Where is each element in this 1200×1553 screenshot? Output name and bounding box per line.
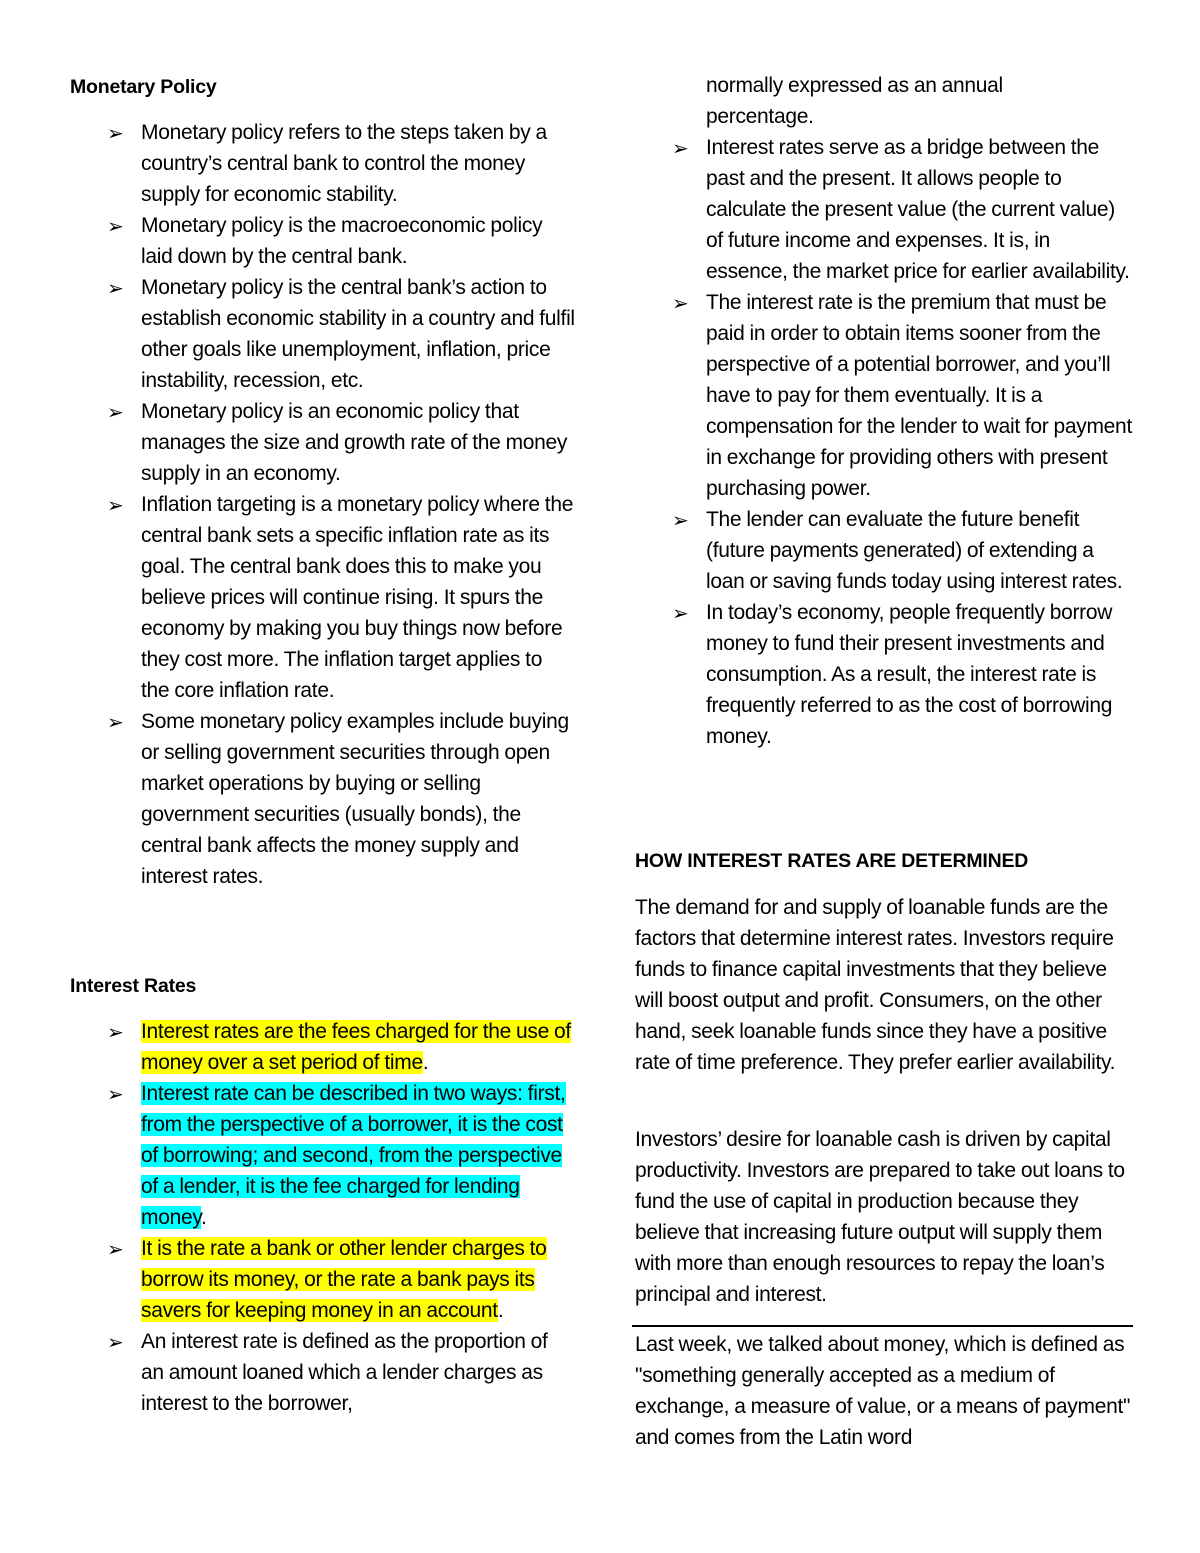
interest-rates-list <box>70 1016 575 1419</box>
arrowhead-bullet-icon: ➢ <box>672 508 689 532</box>
arrowhead-bullet-icon: ➢ <box>107 710 124 734</box>
list-item: ➢ Monetary policy refers to the steps taken by a country’s central bank to control the money supply for economic stability. <box>70 117 575 210</box>
list-item: ➢ Monetary policy is the central bank’s action to establish economic stability in a country and fulfil other goals like unemployment, inflation, price instability, recession, etc. <box>70 272 575 396</box>
list-item: ➢ Interest rates are the fees charged for the use of money over a set period of time. <box>70 1016 575 1078</box>
monetary-policy-heading: Monetary Policy <box>70 76 217 98</box>
arrowhead-bullet-icon: ➢ <box>107 1082 124 1106</box>
arrowhead-bullet-icon: ➢ <box>107 1237 124 1261</box>
continued-text: normally expressed as an annual percentage. <box>706 74 1003 128</box>
list-item: ➢ An interest rate is defined as the proportion of an amount loaned which a lender charges as interest to the borrower, <box>70 1326 575 1419</box>
list-item: ➢ Monetary policy is the macroeconomic policy laid down by the central bank. <box>70 210 575 272</box>
arrowhead-bullet-icon: ➢ <box>107 121 124 145</box>
list-item: ➢ Some monetary policy examples include buying or selling government securities through open market operations by buying or selling government securities (usually bonds), the central bank affects the money supply and interest rates. <box>70 706 575 892</box>
list-item: ➢ Interest rate can be described in two ways: first, from the perspective of a borrower, it is the cost of borrowing; and second, from the perspective of a lender, it is the fee charged for lending money. <box>70 1078 575 1233</box>
arrowhead-bullet-icon: ➢ <box>107 493 124 517</box>
arrowhead-bullet-icon: ➢ <box>672 601 689 625</box>
list-item: ➢ The lender can evaluate the future benefit (future payments generated) of extending a loan or saving funds today using interest rates. <box>635 504 1135 597</box>
monetary-policy-list <box>70 117 575 892</box>
highlighted-text: It is the rate a bank or other lender charges to borrow its money, or the rate a bank pays its savers for keeping money in an account <box>141 1237 547 1322</box>
arrowhead-bullet-icon: ➢ <box>672 136 689 160</box>
list-item: ➢ It is the rate a bank or other lender charges to borrow its money, or the rate a bank pays its savers for keeping money in an account. <box>70 1233 575 1326</box>
arrowhead-bullet-icon: ➢ <box>107 276 124 300</box>
list-item: ➢ In today’s economy, people frequently borrow money to fund their present investments and consumption. As a result, the interest rate is frequently referred to as the cost of borrowing money. <box>635 597 1135 752</box>
list-item: ➢ Monetary policy is an economic policy that manages the size and growth rate of the money supply in an economy. <box>70 396 575 489</box>
paragraph: The demand for and supply of loanable funds are the factors that determine interest rates. Investors require funds to finance capital investments that they believe will boost output and profit. Consumers, on the other hand, seek loanable funds since they have a positive rate of time preference. They prefer earlier availability. <box>635 896 1116 1074</box>
arrowhead-bullet-icon: ➢ <box>672 291 689 315</box>
arrowhead-bullet-icon: ➢ <box>107 214 124 238</box>
arrowhead-bullet-icon: ➢ <box>107 1330 124 1354</box>
highlighted-text: Interest rates are the fees charged for the use of money over a set period of time <box>141 1020 571 1074</box>
section-divider <box>632 1325 1133 1327</box>
highlighted-text: Interest rate can be described in two ways: first, from the perspective of a borrower, it is the cost of borrowing; and second, from the perspective of a lender, it is the fee charged for lending money <box>141 1082 566 1229</box>
arrowhead-bullet-icon: ➢ <box>107 400 124 424</box>
paragraph: Investors’ desire for loanable cash is driven by capital productivity. Investors are prepared to take out loans to fund the use of capital in production because they believe that increasing future output will supply them with more than enough resources to repay the loan’s principal and interest. <box>635 1128 1125 1306</box>
arrowhead-bullet-icon: ➢ <box>107 1020 124 1044</box>
paragraph: Last week, we talked about money, which is defined as "something generally accepted as a medium of exchange, a measure of value, or a means of payment" and comes from the Latin word <box>635 1333 1131 1449</box>
how-interest-rates-heading: HOW INTEREST RATES ARE DETERMINED <box>635 850 1029 872</box>
interest-rates-list-continued <box>635 132 1135 752</box>
list-item: ➢ The interest rate is the premium that must be paid in order to obtain items sooner from the perspective of a potential borrower, and you’ll have to pay for them eventually. It is a compensation for the lender to wait for payment in exchange for providing others with present purchasing power. <box>635 287 1135 504</box>
list-item: ➢ Inflation targeting is a monetary policy where the central bank sets a specific inflation rate as its goal. The central bank does this to make you believe prices will continue rising. It spurs the economy by making you buy things now before they cost more. The inflation target applies to the core inflation rate. <box>70 489 575 706</box>
interest-rates-heading: Interest Rates <box>70 975 197 997</box>
list-item: ➢ Interest rates serve as a bridge between the past and the present. It allows people to calculate the present value (the current value) of future income and expenses. It is, in essence, the market price for earlier availability. <box>635 132 1135 287</box>
